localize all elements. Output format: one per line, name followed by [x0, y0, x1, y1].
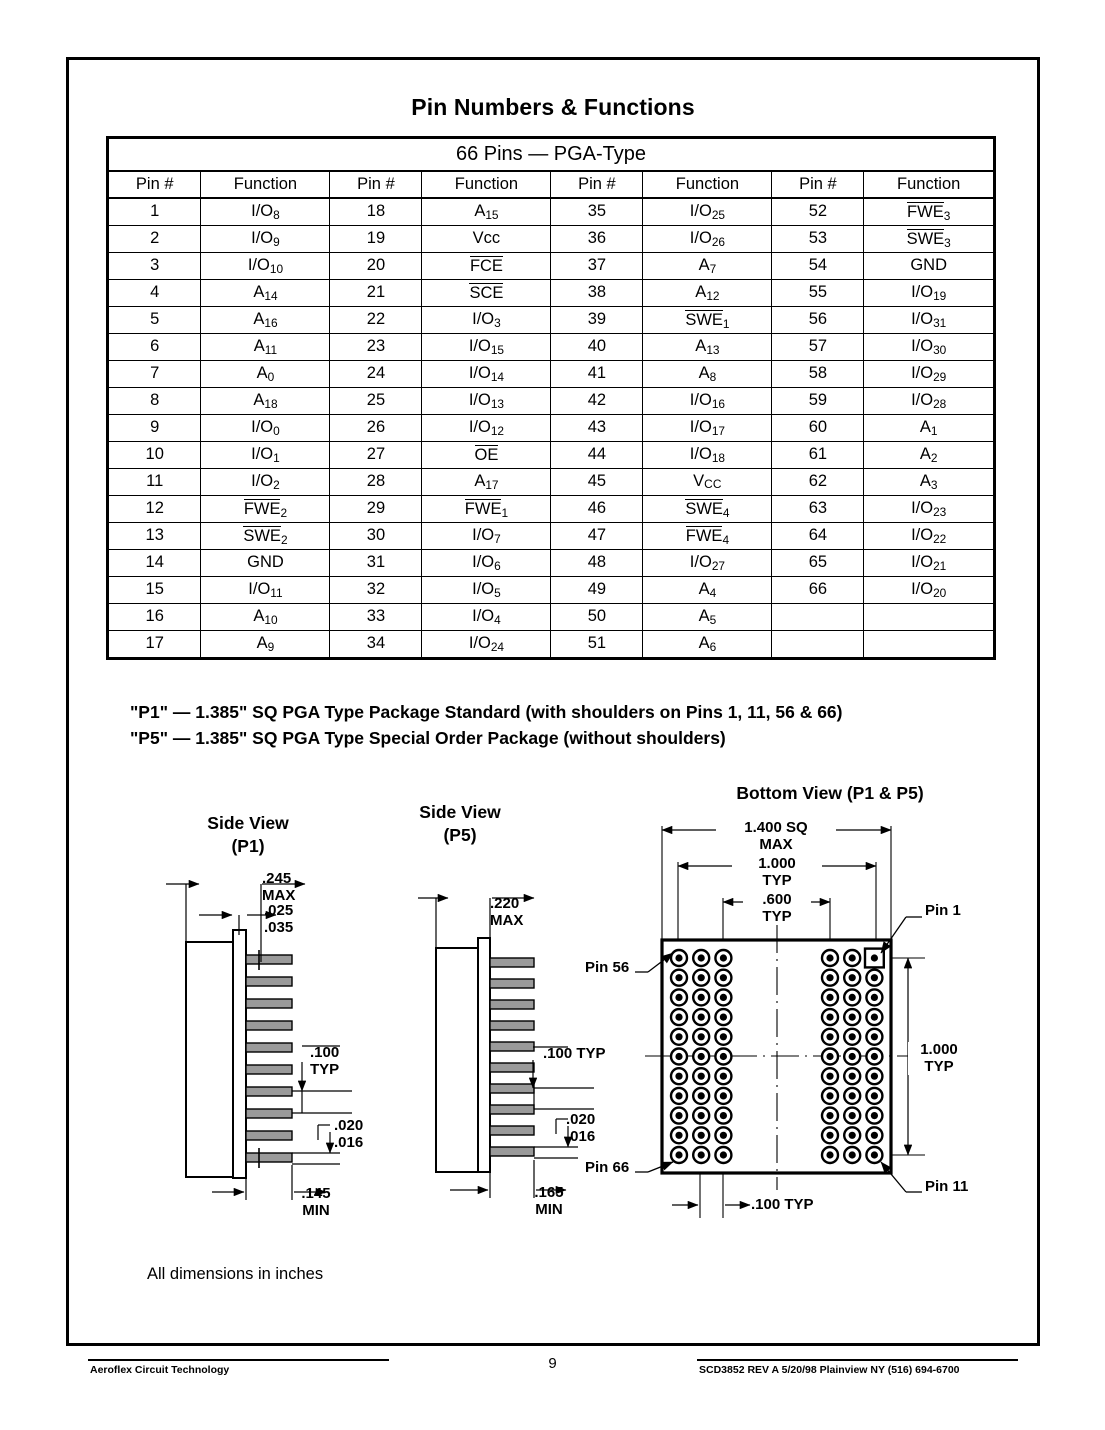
pin-function-cell: $A_{14}$	[201, 279, 330, 306]
all-dimensions-note: All dimensions in inches	[147, 1265, 324, 1283]
pin-number-cell: 40	[551, 333, 643, 360]
pin-function-cell: $I/O_9$	[201, 225, 330, 252]
side-view-p5-title-line1: Side View	[419, 802, 501, 822]
pin-number-cell: 41	[551, 360, 643, 387]
pin-number-cell: 7	[109, 360, 201, 387]
pin-number-cell: 25	[330, 387, 422, 414]
p1-height-max-value: .245	[262, 870, 292, 887]
table-row	[109, 441, 993, 468]
table-row	[109, 306, 993, 333]
pin66-callout-label: Pin 66	[585, 1159, 630, 1176]
bottom-outer-span-value: 1.000	[758, 855, 796, 872]
pin-number-cell: 18	[330, 198, 422, 225]
p1-pin-length-value: .145	[301, 1185, 331, 1202]
pin-function-cell: $I/O_{25}$	[643, 198, 772, 225]
pin-function-cell: $I/O_4$	[422, 603, 551, 630]
pin-table-header-cell-5: Function	[643, 171, 772, 198]
pin-function-cell: $I/O_1$	[201, 441, 330, 468]
pin-function-cell: $A_5$	[643, 603, 772, 630]
pin-number-cell: 57	[772, 333, 864, 360]
pin-number-cell: 12	[109, 495, 201, 522]
pin-function-cell: $FWE_1$	[422, 495, 551, 522]
pin-number-cell: 36	[551, 225, 643, 252]
pin-number-cell: 30	[330, 522, 422, 549]
pin-number-cell: 33	[330, 603, 422, 630]
page-title: Pin Numbers & Functions	[411, 94, 695, 120]
pin-number-cell: 66	[772, 576, 864, 603]
pin-number-cell: 48	[551, 549, 643, 576]
p5-pitch-label: .100 TYP	[543, 1045, 606, 1062]
pin-number-cell: 15	[109, 576, 201, 603]
bottom-vertical-span-value: 1.000	[920, 1041, 958, 1058]
table-row	[109, 414, 993, 441]
pin-function-cell: $I/O_{24}$	[422, 630, 551, 657]
pin-function-cell: GND	[864, 252, 993, 279]
pin-function-cell: $I/O_{31}$	[864, 306, 993, 333]
package-notes	[130, 699, 843, 751]
side-view-p1-title-line2: (P1)	[231, 836, 265, 856]
pin-function-cell: GND	[201, 549, 330, 576]
pin-function-cell: $SWE_1$	[643, 306, 772, 333]
pin-function-cell: $I/O_{29}$	[864, 360, 993, 387]
pin-number-cell: 49	[551, 576, 643, 603]
p1-pitch-label	[310, 1045, 339, 1078]
pin-number-cell: 23	[330, 333, 422, 360]
pin-function-cell: $A_3$	[864, 468, 993, 495]
side-view-p5-title-line2: (P5)	[443, 825, 477, 845]
table-row	[109, 468, 993, 495]
pin-number-cell: 39	[551, 306, 643, 333]
pin-table-header-cell-1: Function	[201, 171, 330, 198]
pin-number-cell: 52	[772, 198, 864, 225]
p1-pin-dia-hi: .020	[334, 1117, 364, 1134]
pin-table-header-cell-3: Function	[422, 171, 551, 198]
pin-function-cell: $I/O_{14}$	[422, 360, 551, 387]
pin-function-cell	[864, 630, 993, 657]
pin-function-cell: $I/O_7$	[422, 522, 551, 549]
bottom-inner-span-qual: TYP	[762, 907, 792, 925]
pin56-callout-label: Pin 56	[585, 959, 630, 976]
p5-pin-dia-lo: .016	[566, 1127, 596, 1145]
pin-function-cell: FCE	[422, 252, 551, 279]
table-row	[109, 495, 993, 522]
pin-number-cell: 24	[330, 360, 422, 387]
table-row	[109, 333, 993, 360]
pin-function-cell: $I/O_{16}$	[643, 387, 772, 414]
bottom-inner-span-value: .600	[762, 891, 792, 908]
table-row	[109, 279, 993, 306]
pin-function-cell: $SWE_2$	[201, 522, 330, 549]
pin-number-cell: 22	[330, 306, 422, 333]
bottom-vertical-span-qual: TYP	[924, 1057, 954, 1075]
pin-number-cell: 8	[109, 387, 201, 414]
pin-number-cell: 46	[551, 495, 643, 522]
p5-pin-length-value: .165	[534, 1184, 564, 1201]
pin-function-cell: $I/O_3$	[422, 306, 551, 333]
pin-function-cell: $A_1$	[864, 414, 993, 441]
pin-number-cell: 31	[330, 549, 422, 576]
pin-number-cell: 58	[772, 360, 864, 387]
pin-number-cell: 9	[109, 414, 201, 441]
pin-number-cell: 20	[330, 252, 422, 279]
p5-pin-dia-hi: .020	[566, 1111, 596, 1128]
package-note-p5: "P5" — 1.385" SQ PGA Type Special Order Package (without shoulders)	[130, 728, 726, 748]
p1-pitch-qual: TYP	[310, 1060, 340, 1078]
p1-pin-length-qual: MIN	[302, 1201, 330, 1219]
pin-number-cell: 62	[772, 468, 864, 495]
pin-function-cell: $I/O_{15}$	[422, 333, 551, 360]
p1-shoulder-hi: .025	[264, 902, 294, 919]
pin-table-container	[106, 136, 996, 660]
pin-table-header-row	[109, 171, 993, 198]
pin-function-cell: $A_{13}$	[643, 333, 772, 360]
table-row	[109, 360, 993, 387]
pin-number-cell: 35	[551, 198, 643, 225]
pin-table-header-cell-4: Pin #	[551, 171, 643, 198]
pin-table-header-cell-2: Pin #	[330, 171, 422, 198]
bottom-pitch-label: .100 TYP	[751, 1196, 814, 1213]
p1-shoulder-lo: .035	[264, 918, 294, 936]
table-row	[109, 387, 993, 414]
pin-function-cell: Vcc	[422, 225, 551, 252]
pin-number-cell: 38	[551, 279, 643, 306]
side-view-p5-title	[390, 801, 530, 847]
pin-function-cell: $A_{17}$	[422, 468, 551, 495]
package-note-p1: "P1" — 1.385" SQ PGA Type Package Standard (with shoulders on Pins 1, 11, 56 & 66)	[130, 702, 843, 722]
pin-function-cell: $SWE_4$	[643, 495, 772, 522]
pin-function-cell: $A_2$	[864, 441, 993, 468]
pin-function-cell: $FWE_3$	[864, 198, 993, 225]
pin-function-cell: $I/O_6$	[422, 549, 551, 576]
pin-number-cell	[772, 603, 864, 630]
pin-number-cell: 45	[551, 468, 643, 495]
table-row	[109, 252, 993, 279]
pin-function-cell: $I/O_{13}$	[422, 387, 551, 414]
side-view-p1-title	[178, 812, 318, 858]
pin-function-cell: $I/O_0$	[201, 414, 330, 441]
footer-company: Aeroflex Circuit Technology	[90, 1364, 230, 1376]
p1-pin-dia-lo: .016	[334, 1133, 364, 1151]
pin-number-cell: 43	[551, 414, 643, 441]
table-row	[109, 198, 993, 225]
pin-number-cell: 56	[772, 306, 864, 333]
pin-function-cell	[864, 603, 993, 630]
bottom-view-title: Bottom View (P1 & P5)	[736, 783, 924, 803]
side-view-p1-title-line1: Side View	[207, 813, 289, 833]
pin-function-cell: SCE	[422, 279, 551, 306]
pin-number-cell: 60	[772, 414, 864, 441]
table-row	[109, 630, 993, 657]
pin-numbers-functions-table	[109, 139, 993, 657]
pin-number-cell: 34	[330, 630, 422, 657]
pin-number-cell: 28	[330, 468, 422, 495]
pin-function-cell: $FWE_2$	[201, 495, 330, 522]
pin-function-cell: $I/O_{22}$	[864, 522, 993, 549]
pin-function-cell: $I/O_{19}$	[864, 279, 993, 306]
table-row	[109, 576, 993, 603]
pin-number-cell: 16	[109, 603, 201, 630]
pin-function-cell: $FWE_4$	[643, 522, 772, 549]
pin-function-cell: $A_{15}$	[422, 198, 551, 225]
pin-number-cell: 59	[772, 387, 864, 414]
pin-number-cell: 63	[772, 495, 864, 522]
pin-number-cell: 64	[772, 522, 864, 549]
pin-number-cell: 11	[109, 468, 201, 495]
p1-pitch-value: .100	[310, 1044, 340, 1061]
pin-function-cell: $A_{12}$	[643, 279, 772, 306]
pin-function-cell: $A_{10}$	[201, 603, 330, 630]
p5-pin-length-label	[519, 1185, 579, 1218]
pin-number-cell	[772, 630, 864, 657]
table-row	[109, 603, 993, 630]
pin-number-cell: 55	[772, 279, 864, 306]
pin-number-cell: 47	[551, 522, 643, 549]
pin-function-cell: $I/O_{26}$	[643, 225, 772, 252]
pin-function-cell: $A_{11}$	[201, 333, 330, 360]
pin-number-cell: 50	[551, 603, 643, 630]
pin-number-cell: 53	[772, 225, 864, 252]
bottom-outer-span-qual: TYP	[762, 871, 792, 889]
pin-function-cell: $I/O_{27}$	[643, 549, 772, 576]
p1-pin-dia-label	[334, 1118, 363, 1151]
pin-number-cell: 5	[109, 306, 201, 333]
pin-function-cell: $A_8$	[643, 360, 772, 387]
p1-pin-length-label	[286, 1186, 346, 1219]
p1-height-max-label	[262, 871, 295, 904]
pin-function-cell: $I/O_{30}$	[864, 333, 993, 360]
pin-number-cell: 3	[109, 252, 201, 279]
p5-pin-dia-label	[566, 1112, 595, 1145]
pin-number-cell: 6	[109, 333, 201, 360]
pin-number-cell: 51	[551, 630, 643, 657]
pin-table-banner: 66 Pins — PGA-Type	[109, 139, 993, 171]
pin-function-cell: $I/O_2$	[201, 468, 330, 495]
pin-number-cell: 65	[772, 549, 864, 576]
pin-number-cell: 19	[330, 225, 422, 252]
pin-number-cell: 13	[109, 522, 201, 549]
bottom-outer-span-label	[732, 856, 822, 889]
pin-table-banner-row	[109, 139, 993, 171]
p5-height-max-label	[490, 896, 523, 929]
p1-height-max-qual: MAX	[262, 886, 296, 904]
pin-number-cell: 32	[330, 576, 422, 603]
p1-shoulder-label	[264, 903, 293, 936]
pin-function-cell: $A_0$	[201, 360, 330, 387]
pin-function-cell: $A_6$	[643, 630, 772, 657]
pin-table-header-cell-7: Function	[864, 171, 993, 198]
pin-number-cell: 37	[551, 252, 643, 279]
pin-function-cell: $I/O_{20}$	[864, 576, 993, 603]
pin-number-cell: 29	[330, 495, 422, 522]
table-row	[109, 225, 993, 252]
bottom-vertical-span-label	[908, 1042, 970, 1075]
pin-table-header-cell-0: Pin #	[109, 171, 201, 198]
pin-number-cell: 4	[109, 279, 201, 306]
pin-number-cell: 26	[330, 414, 422, 441]
pin-function-cell: $I/O_{12}$	[422, 414, 551, 441]
pin-function-cell: $A_7$	[643, 252, 772, 279]
pin-function-cell: $A_4$	[643, 576, 772, 603]
pin-function-cell: $I/O_{18}$	[643, 441, 772, 468]
pin-function-cell: $A_{16}$	[201, 306, 330, 333]
pin-number-cell: 10	[109, 441, 201, 468]
pin-function-cell: $I/O_5$	[422, 576, 551, 603]
bottom-inner-span-label	[743, 892, 811, 925]
bottom-body-size-label	[716, 820, 836, 853]
pin-number-cell: 21	[330, 279, 422, 306]
pin-function-cell: $A_{18}$	[201, 387, 330, 414]
pin-number-cell: 1	[109, 198, 201, 225]
pin-function-cell: $I/O_{11}$	[201, 576, 330, 603]
pin-function-cell: $I/O_{17}$	[643, 414, 772, 441]
p5-pin-length-qual: MIN	[535, 1200, 563, 1218]
pin-function-cell: $SWE_3$	[864, 225, 993, 252]
p5-height-max-qual: MAX	[490, 911, 524, 929]
pin-function-cell: $I/O_{28}$	[864, 387, 993, 414]
pin11-callout-label: Pin 11	[925, 1178, 969, 1195]
bottom-body-size-qual: MAX	[759, 835, 793, 853]
pin-function-cell: OE	[422, 441, 551, 468]
pin-function-cell: $I/O_{21}$	[864, 549, 993, 576]
bottom-body-size-value: 1.400 SQ	[744, 819, 808, 836]
pin-number-cell: 2	[109, 225, 201, 252]
pin-function-cell: $I/O_{23}$	[864, 495, 993, 522]
table-row	[109, 549, 993, 576]
p5-height-max-value: .220	[490, 895, 520, 912]
pin1-callout-label: Pin 1	[925, 902, 961, 919]
pin-function-cell: $I/O_{10}$	[201, 252, 330, 279]
table-row	[109, 522, 993, 549]
pin-function-cell: VCC	[643, 468, 772, 495]
footer-page-number: 9	[548, 1355, 557, 1372]
footer-doc-reference: SCD3852 REV A 5/20/98 Plainview NY (516) 694-6700	[699, 1364, 960, 1376]
pin-number-cell: 42	[551, 387, 643, 414]
pin-number-cell: 17	[109, 630, 201, 657]
pin-function-cell: $I/O_8$	[201, 198, 330, 225]
pin-number-cell: 54	[772, 252, 864, 279]
pin-table-header-cell-6: Pin #	[772, 171, 864, 198]
pin-number-cell: 61	[772, 441, 864, 468]
pin-number-cell: 27	[330, 441, 422, 468]
pin-number-cell: 14	[109, 549, 201, 576]
pin-number-cell: 44	[551, 441, 643, 468]
pin-function-cell: $A_9$	[201, 630, 330, 657]
